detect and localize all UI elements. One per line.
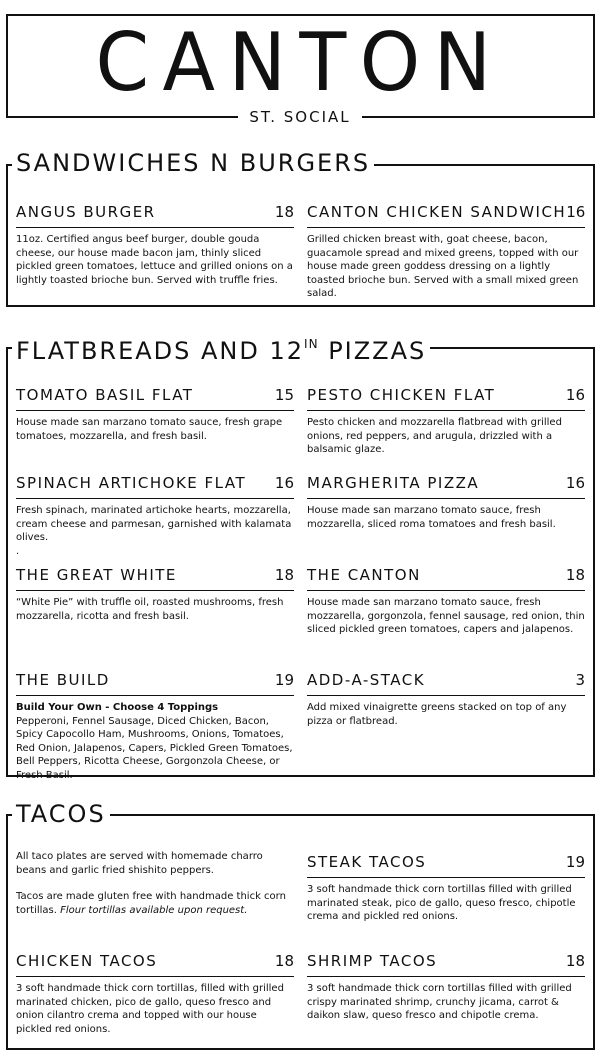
- menu-item-pesto-chicken-flat: [307, 385, 585, 457]
- item-description-extra: .: [16, 545, 20, 557]
- item-description: Add mixed vinaigrette greens stacked on top of any pizza or flatbread.: [307, 702, 567, 727]
- item-name: SPINACH ARTICHOKE FLAT: [16, 474, 247, 492]
- tacos-intro: [16, 850, 294, 917]
- item-description: 11oz. Certified angus beef burger, double gouda cheese, our house made bacon jam, thinly sliced pickled green tomatoes, lettuce and grilled onions on a lightly toasted brioche bun. Served with truffle fries.: [16, 234, 293, 286]
- restaurant-title: CANTON: [95, 16, 505, 109]
- item-description: “White Pie” with truffle oil, roasted mushrooms, fresh mozzarella, ricotta and fresh basil.: [16, 597, 284, 622]
- item-description: 3 soft handmade thick corn tortillas, filled with grilled marinated chicken, pico de gallo, queso fresco and onion cilantro crema and topped with our house pickled red onions.: [16, 983, 284, 1035]
- item-name: ADD-A-STACK: [307, 671, 426, 689]
- restaurant-subtitle: ST. SOCIAL: [249, 108, 351, 126]
- item-divider: [16, 695, 294, 696]
- item-price: 16: [565, 386, 585, 404]
- item-description: 3 soft handmade thick corn tortillas filled with grilled crispy marinated shrimp, crunchy jicama, carrot & daikon slaw, queso fresco and chipotle crema.: [307, 983, 572, 1022]
- item-price: 15: [274, 386, 294, 404]
- tacos-intro-flour-note: Flour tortillas available upon request.: [60, 904, 248, 916]
- item-divider: [307, 410, 585, 411]
- menu-item-spinach-artichoke-flat: [16, 473, 294, 558]
- item-price: 18: [565, 952, 585, 970]
- menu-item-add-a-stack: [307, 670, 585, 728]
- tacos-intro-gluten-text: Tacos are made gluten free with handmade thick corn tortillas.: [16, 891, 286, 916]
- item-price: 19: [274, 671, 294, 689]
- item-description-heading: Build Your Own - Choose 4 Toppings: [16, 702, 219, 713]
- item-description: 3 soft handmade thick corn tortillas filled with grilled marinated steak, pico de gallo, queso fresco, chipotle crema and pickled red onions.: [307, 884, 576, 923]
- item-description-body: Pepperoni, Fennel Sausage, Diced Chicken, Bacon, Spicy Capocollo Ham, Mushrooms, Onions, Tomatoes, Red Onion, Jalapenos, Capers, Pickled Green Tomatoes, Bell Peppers, Ricotta Cheese, Gorgonzola Cheese, or Fresh Basil.: [16, 715, 293, 781]
- item-description: House made san marzano tomato sauce, fresh mozzarella, gorgonzola, fennel sausage, red onion, thin sliced pickled green tomatoes, capers and jalapenos.: [307, 597, 585, 636]
- menu-item-the-great-white: [16, 565, 294, 623]
- item-divider: [16, 498, 294, 499]
- item-price: 16: [274, 474, 294, 492]
- section-title-end: PIZZAS: [328, 337, 427, 365]
- item-description: Pesto chicken and mozzarella flatbread with grilled onions, red peppers, and arugula, drizzled with a balsamic glaze.: [307, 417, 562, 456]
- item-price: 3: [575, 671, 585, 689]
- item-price: 16: [565, 474, 585, 492]
- item-name: STEAK TACOS: [307, 853, 427, 871]
- section-title-superscript: IN: [304, 337, 319, 351]
- menu-item-shrimp-tacos: [307, 951, 585, 1023]
- tacos-intro-sides: All taco plates are served with homemade charro beans and garlic fried shishito peppers.: [16, 851, 263, 876]
- item-divider: [307, 498, 585, 499]
- item-price: 18: [274, 952, 294, 970]
- item-description: House made san marzano tomato sauce, fresh grape tomatoes, mozzarella, and fresh basil.: [16, 417, 283, 442]
- item-name: CHICKEN TACOS: [16, 952, 158, 970]
- item-name: THE GREAT WHITE: [16, 566, 177, 584]
- item-divider: [307, 227, 585, 228]
- item-name: THE BUILD: [16, 671, 110, 689]
- item-name: THE CANTON: [307, 566, 421, 584]
- menu-item-the-canton: [307, 565, 585, 637]
- menu-item-tomato-basil-flat: [16, 385, 294, 443]
- item-description: [16, 701, 294, 783]
- item-description: Fresh spinach, marinated artichoke hearts, mozzarella, cream cheese and parmesan, garnished with kalamata olives.: [16, 505, 292, 544]
- item-price: 16: [566, 203, 586, 221]
- item-divider: [307, 590, 585, 591]
- item-name: CANTON CHICKEN SANDWICH: [307, 203, 567, 221]
- item-divider: [16, 590, 294, 591]
- menu-item-chicken-tacos: [16, 951, 294, 1036]
- item-divider: [307, 976, 585, 977]
- item-name: PESTO CHICKEN FLAT: [307, 386, 496, 404]
- section-title-tacos: TACOS: [12, 799, 110, 829]
- item-divider: [16, 227, 294, 228]
- menu-item-canton-chicken-sandwich: [307, 202, 585, 301]
- item-price: 19: [565, 853, 585, 871]
- section-title-text: FLATBREADS AND 12: [16, 337, 305, 365]
- menu-item-the-build: [16, 670, 294, 783]
- item-divider: [307, 877, 585, 878]
- item-price: 18: [565, 566, 585, 584]
- item-divider: [16, 976, 294, 977]
- section-title-flatbreads: [12, 331, 430, 366]
- item-description: Grilled chicken breast with, goat cheese, bacon, guacamole spread and mixed greens, topped with our house made green goddess dressing on a lightly toasted brioche bun. Served with a small mixed green salad.: [307, 234, 579, 300]
- item-price: 18: [274, 566, 294, 584]
- item-description: House made san marzano tomato sauce, fresh mozzarella, sliced roma tomatoes and fresh basil.: [307, 505, 556, 530]
- item-divider: [16, 410, 294, 411]
- item-name: MARGHERITA PIZZA: [307, 474, 480, 492]
- menu-item-steak-tacos: [307, 852, 585, 924]
- item-name: SHRIMP TACOS: [307, 952, 438, 970]
- item-divider: [307, 695, 585, 696]
- item-name: ANGUS BURGER: [16, 203, 156, 221]
- menu-item-margherita-pizza: [307, 473, 585, 531]
- section-title-sandwiches: SANDWICHES N BURGERS: [12, 148, 374, 178]
- tacos-intro-gluten: [16, 890, 294, 917]
- item-price: 18: [274, 203, 294, 221]
- item-name: TOMATO BASIL FLAT: [16, 386, 194, 404]
- menu-item-angus-burger: [16, 202, 294, 287]
